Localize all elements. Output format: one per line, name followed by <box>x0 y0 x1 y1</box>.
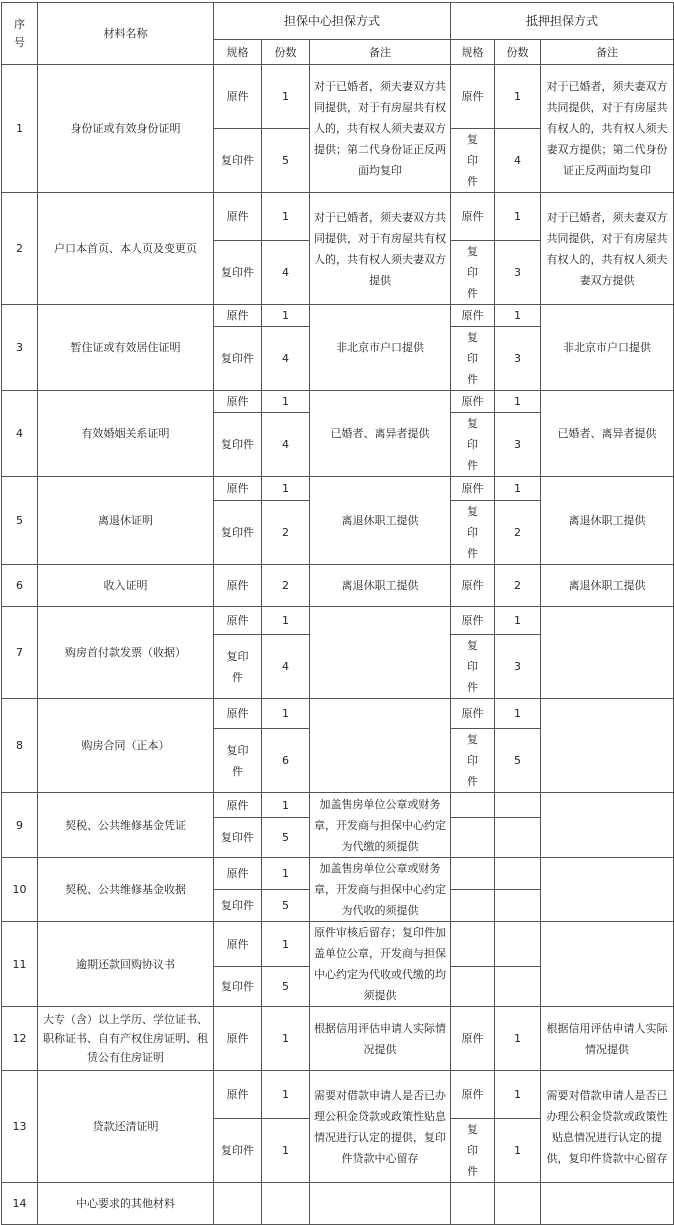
row-m-spec: 复印件 <box>451 129 495 193</box>
row-m-count: 3 <box>495 413 541 477</box>
row-g-count: 4 <box>262 635 310 699</box>
row-g-note: 已婚者、离异者提供 <box>310 391 451 477</box>
row-m-spec: 原件 <box>451 565 495 607</box>
header-g-count: 份数 <box>262 40 310 65</box>
row-seq: 14 <box>2 1183 38 1225</box>
row-seq: 5 <box>2 477 38 565</box>
row-m-spec: 复印件 <box>451 635 495 699</box>
row-m-spec: 原件 <box>451 699 495 729</box>
row-seq: 12 <box>2 1007 38 1071</box>
row-material-name: 购房合同（正本） <box>38 699 214 793</box>
row-m-count: 4 <box>495 129 541 193</box>
row-m-note: 根据信用评估申请人实际情况提供 <box>541 1007 674 1071</box>
row-m-note: 需要对借款申请人是否已办理公积金贷款或政策性贴息情况进行认定的提供，复印件贷款中心留存 <box>541 1071 674 1183</box>
header-g-spec: 规格 <box>214 40 262 65</box>
row-m-count <box>495 890 541 922</box>
row-m-count: 3 <box>495 327 541 391</box>
row-seq: 11 <box>2 922 38 1007</box>
row-g-spec: 原件 <box>214 193 262 241</box>
row-g-note: 离退休职工提供 <box>310 565 451 607</box>
row-g-count: 1 <box>262 922 310 967</box>
row-g-spec: 原件 <box>214 858 262 890</box>
row-m-count <box>495 967 541 1007</box>
row-material-name: 离退休证明 <box>38 477 214 565</box>
header-guarantee-group: 担保中心担保方式 <box>214 3 451 40</box>
row-g-count: 1 <box>262 305 310 327</box>
row-m-count: 1 <box>495 607 541 635</box>
row-g-count: 1 <box>262 477 310 501</box>
row-m-note <box>541 858 674 922</box>
row-g-spec: 原件 <box>214 1007 262 1071</box>
row-g-note <box>310 699 451 793</box>
row-g-count: 4 <box>262 327 310 391</box>
row-g-count: 1 <box>262 65 310 129</box>
row-g-note: 原件审核后留存；复印件加盖单位公章，开发商与担保中心约定为代收或代缴的均须提供 <box>310 922 451 1007</box>
row-g-spec: 复印件 <box>214 635 262 699</box>
row-g-count: 2 <box>262 501 310 565</box>
row-g-note: 对于已婚者，须夫妻双方共同提供，对于有房屋共有权人的，共有权人须夫妻双方提供；第二代身份证正反两面均复印 <box>310 65 451 193</box>
row-m-spec <box>451 890 495 922</box>
row-material-name: 中心要求的其他材料 <box>38 1183 214 1225</box>
row-g-note <box>310 607 451 699</box>
row-material-name: 身份证或有效身份证明 <box>38 65 214 193</box>
row-m-spec: 复印件 <box>451 327 495 391</box>
row-m-spec: 复印件 <box>451 501 495 565</box>
header-g-note: 备注 <box>310 40 451 65</box>
row-g-count: 1 <box>262 793 310 818</box>
row-g-spec: 原件 <box>214 391 262 413</box>
row-g-count: 1 <box>262 1007 310 1071</box>
header-m-note: 备注 <box>541 40 674 65</box>
row-g-count: 1 <box>262 699 310 729</box>
row-material-name: 有效婚姻关系证明 <box>38 391 214 477</box>
row-g-spec: 复印件 <box>214 129 262 193</box>
row-g-spec: 原件 <box>214 793 262 818</box>
row-g-count: 5 <box>262 967 310 1007</box>
row-m-spec: 原件 <box>451 391 495 413</box>
row-g-count: 1 <box>262 1119 310 1183</box>
row-g-count: 1 <box>262 391 310 413</box>
row-m-count: 1 <box>495 477 541 501</box>
row-m-count: 1 <box>495 1119 541 1183</box>
row-g-note: 非北京市户口提供 <box>310 305 451 391</box>
row-m-note: 已婚者、离异者提供 <box>541 391 674 477</box>
row-seq: 1 <box>2 65 38 193</box>
row-seq: 7 <box>2 607 38 699</box>
row-g-note: 加盖售房单位公章或财务章，开发商与担保中心约定为代收的须提供 <box>310 858 451 922</box>
row-m-spec: 原件 <box>451 305 495 327</box>
row-m-count: 1 <box>495 699 541 729</box>
row-material-name: 契税、公共维修基金凭证 <box>38 793 214 858</box>
row-m-count: 2 <box>495 501 541 565</box>
row-m-note: 对于已婚者，须夫妻双方共同提供，对于有房屋共有权人的，共有权人须夫妻双方提供；第二代身份证正反两面均复印 <box>541 65 674 193</box>
row-m-spec: 原件 <box>451 1007 495 1071</box>
row-m-count: 1 <box>495 391 541 413</box>
row-g-spec: 复印件 <box>214 241 262 305</box>
row-seq: 4 <box>2 391 38 477</box>
row-g-spec: 原件 <box>214 1071 262 1119</box>
row-m-count <box>495 793 541 818</box>
row-seq: 2 <box>2 193 38 305</box>
row-g-spec: 复印件 <box>214 327 262 391</box>
header-mortgage-group: 抵押担保方式 <box>451 3 674 40</box>
row-g-count: 5 <box>262 818 310 858</box>
row-seq: 6 <box>2 565 38 607</box>
row-g-count: 4 <box>262 413 310 477</box>
row-g-spec: 复印件 <box>214 413 262 477</box>
row-m-spec: 复印件 <box>451 241 495 305</box>
row-g-count: 1 <box>262 1071 310 1119</box>
row-material-name: 大专（含）以上学历、学位证书、职称证书、自有产权住房证明、租赁公有住房证明 <box>38 1007 214 1071</box>
row-g-count: 1 <box>262 858 310 890</box>
row-m-count <box>495 1183 541 1225</box>
row-material-name: 贷款还清证明 <box>38 1071 214 1183</box>
row-m-count: 1 <box>495 305 541 327</box>
row-m-note <box>541 922 674 1007</box>
materials-table <box>1 2 674 1225</box>
row-g-spec: 复印件 <box>214 890 262 922</box>
row-g-count: 4 <box>262 241 310 305</box>
row-material-name: 契税、公共维修基金收据 <box>38 858 214 922</box>
row-m-spec: 复印件 <box>451 729 495 793</box>
row-m-note <box>541 1183 674 1225</box>
row-m-count: 1 <box>495 1071 541 1119</box>
row-m-count <box>495 858 541 890</box>
header-seq: 序号 <box>2 3 38 65</box>
row-g-count: 2 <box>262 565 310 607</box>
row-g-spec: 复印件 <box>214 818 262 858</box>
row-m-count <box>495 922 541 967</box>
row-g-spec: 原件 <box>214 65 262 129</box>
row-material-name: 收入证明 <box>38 565 214 607</box>
row-m-spec <box>451 818 495 858</box>
row-m-count: 3 <box>495 635 541 699</box>
row-g-count: 1 <box>262 607 310 635</box>
row-g-spec: 复印件 <box>214 729 262 793</box>
row-seq: 9 <box>2 793 38 858</box>
row-g-spec: 原件 <box>214 477 262 501</box>
header-m-spec: 规格 <box>451 40 495 65</box>
row-m-count: 1 <box>495 193 541 241</box>
row-m-spec: 复印件 <box>451 1119 495 1183</box>
row-g-spec: 复印件 <box>214 1119 262 1183</box>
row-m-count: 2 <box>495 565 541 607</box>
row-g-count: 6 <box>262 729 310 793</box>
row-material-name: 户口本首页、本人页及变更页 <box>38 193 214 305</box>
row-m-spec: 原件 <box>451 477 495 501</box>
row-g-spec: 原件 <box>214 565 262 607</box>
row-m-count: 5 <box>495 729 541 793</box>
row-m-note <box>541 607 674 699</box>
row-g-count: 5 <box>262 129 310 193</box>
row-g-spec: 原件 <box>214 607 262 635</box>
row-g-spec <box>214 1183 262 1225</box>
header-m-count: 份数 <box>495 40 541 65</box>
row-material-name: 购房首付款发票（收据） <box>38 607 214 699</box>
header-material: 材料名称 <box>38 3 214 65</box>
row-g-note: 需要对借款申请人是否已办理公积金贷款或政策性贴息情况进行认定的提供，复印件贷款中心留存 <box>310 1071 451 1183</box>
row-m-note: 离退休职工提供 <box>541 477 674 565</box>
row-m-count: 1 <box>495 1007 541 1071</box>
row-g-note <box>310 1183 451 1225</box>
row-m-note: 非北京市户口提供 <box>541 305 674 391</box>
row-m-spec: 原件 <box>451 65 495 129</box>
row-m-spec: 原件 <box>451 607 495 635</box>
row-g-spec: 复印件 <box>214 967 262 1007</box>
row-g-spec: 原件 <box>214 699 262 729</box>
row-seq: 10 <box>2 858 38 922</box>
row-m-spec <box>451 922 495 967</box>
row-m-note: 离退休职工提供 <box>541 565 674 607</box>
row-g-spec: 复印件 <box>214 501 262 565</box>
row-m-spec <box>451 858 495 890</box>
row-g-count <box>262 1183 310 1225</box>
row-g-note: 离退休职工提供 <box>310 477 451 565</box>
row-g-count: 5 <box>262 890 310 922</box>
row-seq: 8 <box>2 699 38 793</box>
row-m-spec <box>451 793 495 818</box>
row-g-spec: 原件 <box>214 305 262 327</box>
row-m-spec <box>451 1183 495 1225</box>
row-material-name: 暂住证或有效居住证明 <box>38 305 214 391</box>
row-m-spec <box>451 967 495 1007</box>
row-m-spec: 复印件 <box>451 413 495 477</box>
row-g-count: 1 <box>262 193 310 241</box>
row-m-spec: 原件 <box>451 1071 495 1119</box>
row-seq: 13 <box>2 1071 38 1183</box>
row-g-note: 对于已婚者，须夫妻双方共同提供，对于有房屋共有权人的，共有权人须夫妻双方提供 <box>310 193 451 305</box>
row-g-note: 根据信用评估申请人实际情况提供 <box>310 1007 451 1071</box>
row-g-note: 加盖售房单位公章或财务章，开发商与担保中心约定为代缴的须提供 <box>310 793 451 858</box>
row-m-count <box>495 818 541 858</box>
row-m-spec: 原件 <box>451 193 495 241</box>
row-m-note <box>541 699 674 793</box>
row-m-count: 1 <box>495 65 541 129</box>
row-m-note <box>541 793 674 858</box>
row-g-spec: 原件 <box>214 922 262 967</box>
row-m-note: 对于已婚者，须夫妻双方共同提供，对于有房屋共有权人的，共有权人须夫妻双方提供 <box>541 193 674 305</box>
row-seq: 3 <box>2 305 38 391</box>
row-m-count: 3 <box>495 241 541 305</box>
row-material-name: 逾期还款回购协议书 <box>38 922 214 1007</box>
